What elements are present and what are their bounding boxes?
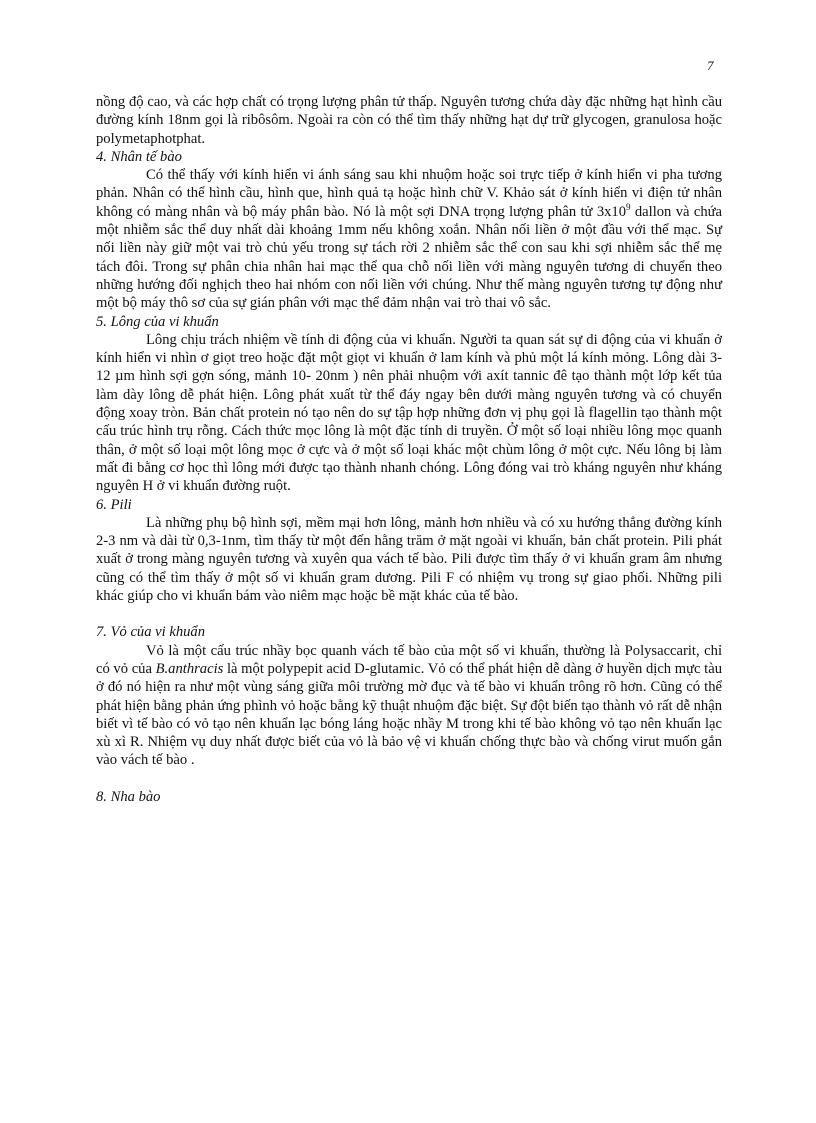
section-7-heading: 7. Vỏ của vi khuẩn [96,624,206,641]
spacer [96,770,722,788]
section-7-paragraph [96,642,722,770]
section-7-text-part-1: Vỏ là một cấu trúc nhầy bọc quanh vách tế bào của một số vi khuẩn, thường là Polysaccarit, chỉ có vỏ của [96,642,722,677]
section-4-text-part-2: dallon và chứa một nhiễm sắc thể duy nhất dài khoảng 1mm nếu không xoắn. Nhân nối liền ở một đầu với thể mạc. Sự nối liền này giữ một vai trò chủ yếu trong sự tách rời 2 nhiễm sắc thể con sau khi sợi nhiễm sắc thể mẹ tách đôi. Trong sự phân chia nhân hai mạc thể qua chỗ nối liền với màng nguyên tương di chuyển theo những hướng đối nghịch theo hai nhóm con nối liền với chúng. Như thế màng nguyên tương tự động như một bộ máy thô sơ của sự gián phân với mạc thể đảm nhận vai trò thai vô sắc. [96,203,723,312]
page-number: 7 [707,58,714,73]
section-4-paragraph [96,166,722,312]
section-7-text-part-2: là một polypepit acid D-glutamic. Vỏ có thể phát hiện dễ dàng ở huyền dịch mực tàu ở đó nó hiện ra như một vùng sáng giữa môi trường mờ đục và tế bào vi khuẩn trông rõ hơn. Cũng có thể phát hiện bằng phản ứng phình vỏ hoặc bằng kỹ thuật nhuộm đặc biệt. Sự đột biến tạo thành vỏ rất dễ nhận biết vì tế bào có vỏ tạo nên khuẩn lạc bóng láng hoặc nhầy M trong khi tế bào không vỏ tạo nên khuẩn lạc xù xì R. Nhiệm vụ duy nhất được biết của vỏ là bảo vệ vi khuẩn chống thực bào và chống virut muốn gắn vào vách tế bào . [96,660,722,769]
section-4-heading: 4. Nhân tế bào [96,148,182,165]
document-body [96,93,722,806]
section-5-heading: 5. Lông của vi khuẩn [96,313,219,330]
section-6-heading: 6. Pili [96,496,132,513]
section-8-heading: 8. Nha bào [96,788,161,805]
section-5-paragraph: Lông chịu trách nhiệm về tính di động của vi khuẩn. Người ta quan sát sự di động của vi khuẩn ở kính hiển vi nhìn ơ giọt treo hoặc đặt một giọt vi khuẩn ở lam kính và phủ một lá kính mỏng. Lông dài 3-12 µm hình sợi gợn sóng, mảnh 10- 20nm ) nên phải nhuộm với axít tannic đê tạo thành một lớp kết tủa làm dày lông dễ phát hiện. Lông phát xuất từ thể đáy ngay bên dưới màng nguyên tương và có chuyển động xoay tròn. Bản chất protein nó tạo nên do sự tập hợp những đơn vị phụ gọi là flagellin tạo thành một cấu trúc hình trụ rỗng. Cách thức mọc lông là một đặc tính di truyền. Ở một số loại nhiều lông mọc quanh thân, ở một số loại một lông mọc ở cực và ở một số loại khác một chùm lông ở một cực. Nếu lông bị làm mất đi bằng cơ học thì lông mới được tạo thành nhanh chóng. Lông đóng vai trò kháng nguyên như kháng nguyên H ở vi khuẩn đường ruột. [96,331,722,495]
exponent-superscript: 9 [626,201,631,212]
species-name: B.anthracis [155,660,224,677]
spacer [96,605,722,623]
intro-paragraph: nồng độ cao, và các hợp chất có trọng lượng phân tử thấp. Nguyên tương chứa dày đặc những hạt hình cầu đường kính 18nm gọi là ribôsôm. Ngoài ra còn có thể tìm thấy những hạt dự trữ glycogen, granulosa hoặc polymetaphotphat. [96,94,722,147]
section-6-paragraph: Là những phụ bộ hình sợi, mềm mại hơn lông, mảnh hơn nhiều và có xu hướng thẳng đường kính 2-3 nm và dài từ 0,3-1nm, tìm thấy từ một đến hằng trăm ở mặt ngoài vi khuẩn, bản chất protein. Pili phát xuất ở trong màng nguyên tương và xuyên qua vách tế bào. Pili được tìm thấy ở vi khuẩn gram âm nhưng cũng có thể tìm thấy ở một số vi khuẩn gram dương. Pili F có nhiệm vụ trong sự giao phối. Những pili khác giúp cho vi khuẩn bám vào niêm mạc hoặc bề mặt khác của tế bào. [96,514,722,605]
section-4-text-part-1: Có thể thấy với kính hiển vi ánh sáng sau khi nhuộm hoặc soi trực tiếp ở kính hiển vi pha tương phản. Nhân có thể hình cầu, hình que, hình quả tạ hoặc hình chữ V. Khảo sát ở kính hiển vi điện tử nhân không có màng nhân và bộ máy phân bào. Nó là một sợi DNA trọng lượng phân tử 3x10 [96,167,722,220]
